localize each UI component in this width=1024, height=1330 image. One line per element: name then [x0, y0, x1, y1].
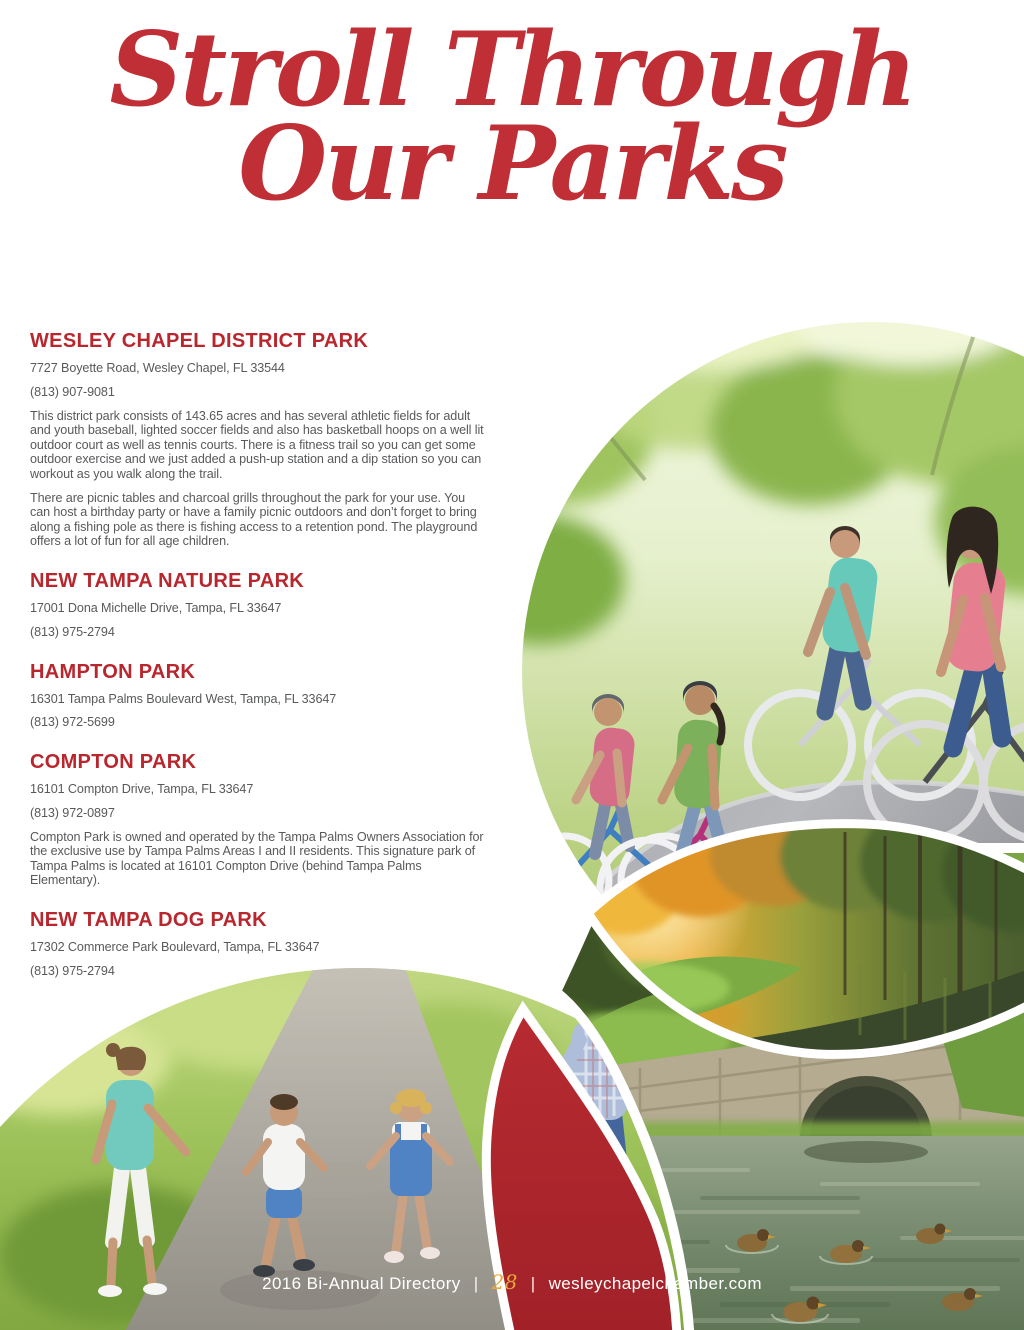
park-section-hampton — [30, 661, 486, 731]
park-name: WESLEY CHAPEL DISTRICT PARK — [30, 330, 369, 352]
footer-page-number: 28 — [491, 1270, 518, 1294]
page-title — [0, 10, 1024, 225]
page-footer — [0, 1270, 1024, 1294]
park-listings-column — [30, 330, 486, 1000]
park-phone: (813) 972-0897 — [30, 806, 115, 821]
park-address: 7727 Boyette Road, Wesley Chapel, FL 33544 — [30, 361, 285, 376]
title-line-2: Our Parks — [238, 104, 786, 225]
footer-website-link[interactable]: wesleychapelchamber.com — [548, 1274, 762, 1293]
park-section-new-tampa-nature — [30, 570, 486, 640]
footer-directory-label: 2016 Bi-Annual Directory — [262, 1274, 461, 1293]
park-address: 17302 Commerce Park Boulevard, Tampa, FL 33647 — [30, 940, 320, 955]
park-description: Compton Park is owned and operated by the Tampa Palms Owners Association for the exclusive use by Tampa Palms Areas I and II residents. This signature park of Tampa Palms is located at 16101 Compton Drive (behind Tampa Palms Elementary). — [30, 829, 484, 888]
park-address: 16101 Compton Drive, Tampa, FL 33647 — [30, 782, 254, 797]
park-section-new-tampa-dog — [30, 909, 486, 979]
park-description: There are picnic tables and charcoal grills throughout the park for your use. You can host a birthday party or have a family picnic outdoors and don’t forget to bring along a fishing pole as there is fishing access to a retention pond. The playground offers a lot of fun for all age children. — [30, 490, 478, 549]
park-name: COMPTON PARK — [30, 751, 197, 774]
footer-separator: | — [530, 1274, 536, 1293]
park-name: NEW TAMPA DOG PARK — [30, 909, 267, 932]
park-description: This district park consists of 143.65 acres and has several athletic fields for adult and youth baseball, lighted soccer fields and also has basketball hoops on a well lit outdoor court as well as tennis courts. There is a fitness trail so you can get some outdoor exercise and we just added a push-up station and a dip station so you can workout as you walk along the trail. — [30, 408, 484, 481]
park-phone: (813) 972-5699 — [30, 715, 115, 730]
park-address: 16301 Tampa Palms Boulevard West, Tampa, FL 33647 — [30, 691, 337, 706]
park-phone: (813) 975-2794 — [30, 964, 115, 979]
park-phone: (813) 975-2794 — [30, 624, 115, 639]
park-section-wesley-chapel-district — [30, 330, 486, 549]
park-address: 17001 Dona Michelle Drive, Tampa, FL 33647 — [30, 601, 282, 616]
park-phone: (813) 907-9081 — [30, 384, 115, 399]
footer-separator: | — [473, 1274, 479, 1293]
park-section-compton — [30, 751, 486, 888]
park-name: HAMPTON PARK — [30, 660, 196, 683]
title-line-1: Stroll Through — [109, 10, 915, 130]
park-name: NEW TAMPA NATURE PARK — [30, 569, 305, 592]
